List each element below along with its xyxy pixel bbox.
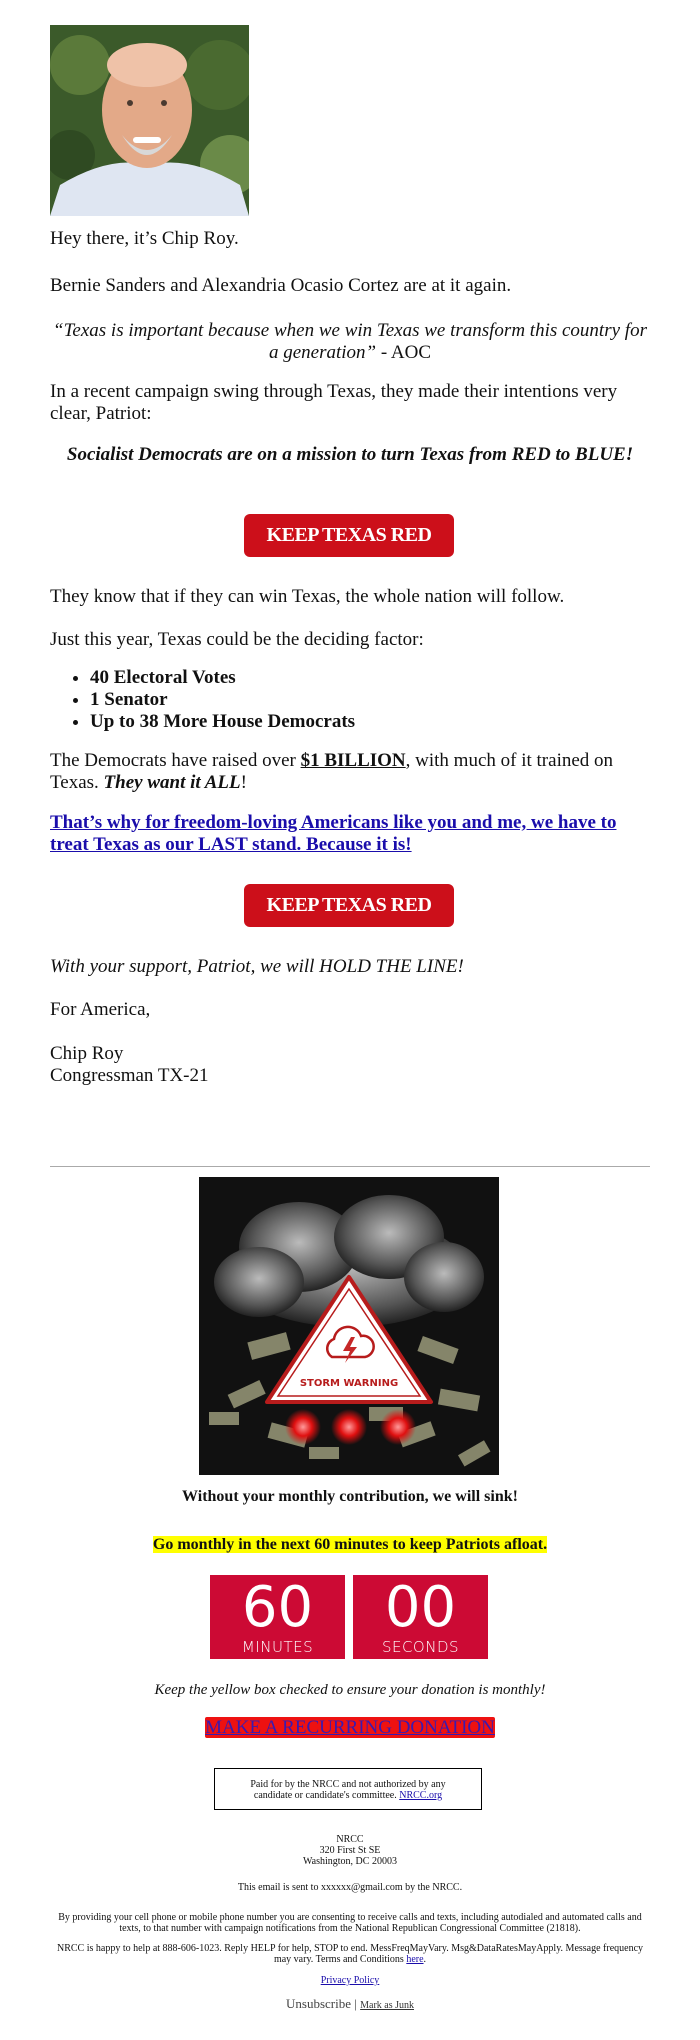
- raised-text: [50, 750, 650, 794]
- campaign-swing-text: In a recent campaign swing through Texas, they made their intentions very clear, Patriot:: [50, 381, 618, 424]
- want-all: They want it ALL: [103, 772, 241, 793]
- seconds-label: SECONDS: [381, 1638, 460, 1656]
- list-item: • 1 Senator: [90, 689, 355, 711]
- greeting: Hey there, it’s Chip Roy.: [50, 228, 239, 249]
- nrcc-link[interactable]: NRCC.org: [399, 1790, 443, 1801]
- checkbox-note: Keep the yellow box checked to ensure your donation is monthly!: [154, 1682, 546, 1698]
- quote-text: “Texas is important because when we win Texas we transform this country for a generation”: [53, 320, 647, 363]
- countdown-seconds: [353, 1575, 488, 1659]
- keep-texas-red-button[interactable]: KEEP TEXAS RED: [244, 514, 454, 557]
- intro-text: Bernie Sanders and Alexandria Ocasio Cortez are at it again.: [50, 275, 512, 296]
- seconds-value: 00: [384, 1575, 457, 1640]
- address: [30, 1834, 670, 1867]
- street: 320 First St SE: [319, 1845, 381, 1856]
- closing: For America,: [50, 999, 151, 1020]
- factor-list: [50, 667, 355, 733]
- list-item: • Up to 38 More House Democrats: [90, 711, 355, 733]
- hold-line-text: With your support, Patriot, we will HOLD THE LINE!: [50, 956, 464, 977]
- help-body: NRCC is happy to help at 888-606-1023. Reply HELP for help, STOP to end. MessFreqMayVary. Msg&DataRatesMayApply. Message frequency may vary. Terms and Conditions: [56, 1943, 644, 1965]
- deciding-factor-text: Just this year, Texas could be the deciding factor:: [50, 629, 424, 650]
- highlight-text: Go monthly in the next 60 minutes to keep Patriots afloat.: [152, 1536, 548, 1553]
- signature-title: Congressman TX-21: [50, 1065, 209, 1086]
- separator: |: [354, 1996, 357, 2011]
- unsubscribe-link[interactable]: Unsubscribe: [286, 1996, 351, 2011]
- candidate-photo: [50, 25, 249, 216]
- paid-for-text: Paid for by the NRCC and not authorized by any candidate or candidate's committee.: [250, 1779, 446, 1801]
- keep-texas-red-button-2[interactable]: KEEP TEXAS RED: [244, 884, 454, 927]
- raised-post: , with much of it trained on Texas.: [50, 750, 614, 793]
- raised-amount: $1 BILLION: [300, 750, 406, 771]
- city: Washington, DC 20003: [303, 1856, 397, 1867]
- mark-junk-link[interactable]: Mark as Junk: [360, 2000, 414, 2011]
- list-item: • 40 Electoral Votes: [90, 667, 355, 689]
- help-end: .: [423, 1954, 427, 1965]
- signature-name: Chip Roy: [50, 1043, 124, 1064]
- quote-attribution: - AOC: [376, 342, 432, 363]
- aoc-quote: [50, 320, 650, 364]
- help-text: [50, 1943, 650, 1965]
- privacy-policy-link[interactable]: Privacy Policy: [320, 1975, 380, 1986]
- consent-text: By providing your cell phone or mobile phone number you are consenting to receive calls and texts, including autodialed and automated calls and texts, to that number with campaign notifications from the National Republican Congressional Committee (21818).: [58, 1912, 642, 1934]
- mission-statement: Socialist Democrats are on a mission to turn Texas from RED to BLUE!: [66, 444, 634, 465]
- countdown-minutes: [210, 1575, 345, 1659]
- raised-pre: The Democrats have raised over: [50, 750, 301, 771]
- sent-to: This email is sent to xxxxxx@gmail.com by the NRCC.: [237, 1882, 463, 1893]
- org-name: NRCC: [336, 1834, 364, 1845]
- want-all-end: !: [240, 772, 247, 793]
- terms-link[interactable]: here: [406, 1954, 424, 1965]
- sink-text: Without your monthly contribution, we will sink!: [182, 1488, 518, 1505]
- minutes-label: MINUTES: [241, 1638, 314, 1656]
- storm-warning-image[interactable]: [199, 1177, 499, 1475]
- storm-warning-text: STORM WARNING: [299, 1378, 399, 1389]
- recurring-donation-button[interactable]: MAKE A RECURRING DONATION: [205, 1717, 495, 1738]
- minutes-value: 60: [241, 1575, 314, 1640]
- paid-for-box: [214, 1768, 482, 1810]
- last-stand-link[interactable]: That’s why for freedom-loving Americans like you and me, we have to treat Texas as our LAST stand. Because it is!: [50, 812, 617, 855]
- divider: [50, 1166, 650, 1167]
- nation-follow-text: They know that if they can win Texas, the whole nation will follow.: [50, 586, 565, 607]
